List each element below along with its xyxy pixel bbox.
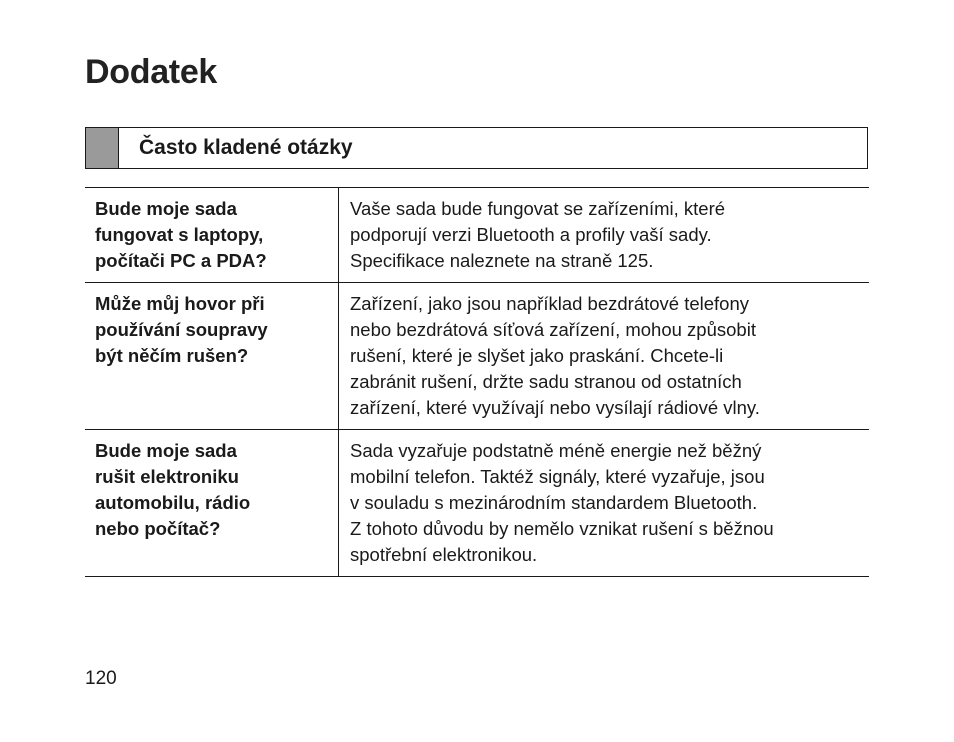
faq-question bbox=[85, 188, 339, 283]
faq-row bbox=[85, 188, 869, 283]
page-title: Dodatek bbox=[85, 53, 218, 91]
question-line: fungovat s laptopy, bbox=[95, 224, 264, 245]
question-line: počítači PC a PDA? bbox=[95, 250, 267, 271]
answer-line: mobilní telefon. Taktéž signály, které vyzařuje, jsou bbox=[350, 466, 765, 487]
answer-line: Z tohoto důvodu by nemělo vznikat rušení s běžnou bbox=[350, 518, 774, 539]
faq-answer bbox=[339, 430, 870, 577]
answer-line: Vaše sada bude fungovat se zařízeními, které bbox=[350, 198, 726, 219]
section-marker bbox=[86, 128, 119, 168]
answer-line: Zařízení, jako jsou například bezdrátové telefony bbox=[350, 293, 750, 314]
answer-line: zařízení, které využívají nebo vysílají rádiové vlny. bbox=[350, 397, 760, 418]
question-line: nebo počítač? bbox=[95, 518, 221, 539]
faq-row bbox=[85, 283, 869, 430]
question-line: Bude moje sada bbox=[95, 440, 237, 461]
faq-table bbox=[85, 187, 869, 577]
answer-line: rušení, které je slyšet jako praskání. Chcete-li bbox=[350, 345, 724, 366]
answer-line: Sada vyzařuje podstatně méně energie než běžný bbox=[350, 440, 762, 461]
question-line: rušit elektroniku bbox=[95, 466, 239, 487]
section-title: Často kladené otázky bbox=[139, 136, 353, 159]
answer-line: Specifikace naleznete na straně 125. bbox=[350, 250, 654, 271]
question-line: automobilu, rádio bbox=[95, 492, 251, 513]
question-line: Může můj hovor při bbox=[95, 293, 265, 314]
page-number: 120 bbox=[85, 668, 117, 689]
faq-question bbox=[85, 430, 339, 577]
faq-answer bbox=[339, 283, 870, 430]
question-line: být něčím rušen? bbox=[95, 345, 249, 366]
answer-line: v souladu s mezinárodním standardem Bluetooth. bbox=[350, 492, 758, 513]
question-line: Bude moje sada bbox=[95, 198, 237, 219]
question-line: používání soupravy bbox=[95, 319, 268, 340]
answer-line: zabránit rušení, držte sadu stranou od ostatních bbox=[350, 371, 742, 392]
faq-row bbox=[85, 430, 869, 577]
faq-answer bbox=[339, 188, 870, 283]
answer-line: spotřební elektronikou. bbox=[350, 544, 538, 565]
answer-line: nebo bezdrátová síťová zařízení, mohou způsobit bbox=[350, 319, 756, 340]
section-header bbox=[85, 127, 868, 169]
faq-question bbox=[85, 283, 339, 430]
answer-line: podporují verzi Bluetooth a profily vaší sady. bbox=[350, 224, 712, 245]
